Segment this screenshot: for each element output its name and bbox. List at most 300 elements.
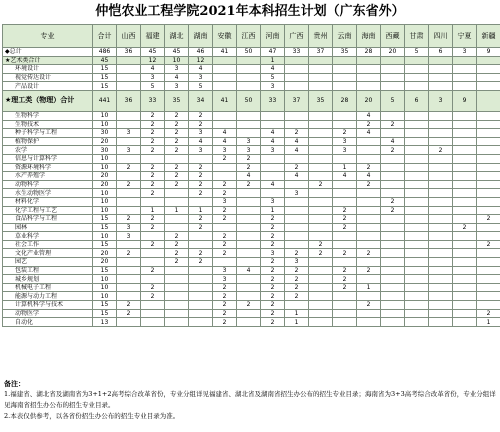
- quota-cell: 1: [261, 56, 285, 65]
- column-header: 福建: [141, 25, 165, 48]
- quota-cell: [429, 197, 453, 206]
- quota-cell: [477, 120, 500, 129]
- quota-cell: [453, 301, 477, 310]
- table-header-row: [3, 25, 500, 48]
- quota-cell: [453, 82, 477, 91]
- quota-cell: 50: [237, 48, 261, 57]
- quota-cell: 2: [333, 283, 357, 292]
- quota-cell: 20: [93, 172, 117, 181]
- quota-cell: 2: [141, 111, 165, 120]
- quota-cell: 2: [261, 258, 285, 267]
- quota-cell: [237, 215, 261, 224]
- quota-cell: [285, 240, 309, 249]
- quota-cell: 9: [453, 90, 477, 111]
- quota-cell: 2: [357, 120, 381, 129]
- quota-cell: 2: [189, 172, 213, 181]
- quota-cell: 2: [357, 301, 381, 310]
- quota-cell: 2: [213, 206, 237, 215]
- table-row: [3, 197, 500, 206]
- quota-cell: 2: [189, 258, 213, 267]
- quota-cell: 2: [213, 309, 237, 318]
- column-header: 西藏: [381, 25, 405, 48]
- quota-cell: [189, 240, 213, 249]
- quota-cell: 37: [285, 90, 309, 111]
- quota-cell: [309, 111, 333, 120]
- major-name-cell: 园林: [3, 223, 93, 232]
- quota-cell: [333, 301, 357, 310]
- quota-cell: 3: [333, 137, 357, 146]
- quota-cell: [309, 232, 333, 241]
- quota-cell: [453, 120, 477, 129]
- major-name-cell: 产品设计: [3, 82, 93, 91]
- quota-cell: [165, 301, 189, 310]
- column-header: 云南: [333, 25, 357, 48]
- quota-cell: 2: [261, 283, 285, 292]
- quota-cell: [477, 172, 500, 181]
- quota-cell: [237, 275, 261, 284]
- quota-cell: [453, 232, 477, 241]
- quota-cell: 4: [357, 172, 381, 181]
- quota-cell: [477, 189, 500, 198]
- quota-cell: [261, 163, 285, 172]
- quota-cell: [213, 65, 237, 74]
- quota-cell: [381, 189, 405, 198]
- quota-cell: [333, 318, 357, 327]
- table-row: [3, 90, 500, 111]
- quota-cell: [117, 275, 141, 284]
- quota-cell: 2: [165, 180, 189, 189]
- quota-cell: [237, 82, 261, 91]
- quota-cell: [405, 146, 429, 155]
- quota-cell: 36: [117, 48, 141, 57]
- quota-cell: [429, 292, 453, 301]
- quota-cell: [405, 73, 429, 82]
- quota-cell: 2: [165, 258, 189, 267]
- quota-cell: [309, 223, 333, 232]
- quota-cell: [477, 56, 500, 65]
- quota-cell: [453, 189, 477, 198]
- quota-cell: [189, 309, 213, 318]
- quota-cell: [189, 292, 213, 301]
- quota-cell: [405, 215, 429, 224]
- quota-cell: [381, 154, 405, 163]
- quota-cell: [405, 120, 429, 129]
- table-row: [3, 249, 500, 258]
- quota-cell: 10: [93, 283, 117, 292]
- quota-cell: [237, 240, 261, 249]
- quota-cell: [237, 292, 261, 301]
- quota-cell: [117, 258, 141, 267]
- quota-cell: 441: [93, 90, 117, 111]
- quota-cell: 1: [357, 283, 381, 292]
- quota-cell: [309, 283, 333, 292]
- quota-cell: 10: [93, 120, 117, 129]
- quota-cell: [117, 120, 141, 129]
- quota-cell: 2: [213, 215, 237, 224]
- quota-cell: [477, 223, 500, 232]
- quota-cell: 15: [93, 73, 117, 82]
- quota-cell: 2: [357, 180, 381, 189]
- table-row: [3, 137, 500, 146]
- quota-cell: [357, 73, 381, 82]
- quota-cell: [405, 318, 429, 327]
- column-header: 专业: [3, 25, 93, 48]
- quota-cell: 45: [93, 56, 117, 65]
- quota-cell: [405, 301, 429, 310]
- quota-cell: 15: [93, 301, 117, 310]
- quota-cell: 3: [117, 129, 141, 138]
- quota-cell: [117, 292, 141, 301]
- quota-cell: [117, 197, 141, 206]
- quota-cell: [429, 111, 453, 120]
- table-row: [3, 111, 500, 120]
- quota-cell: [477, 82, 500, 91]
- quota-cell: [477, 180, 500, 189]
- quota-cell: [381, 318, 405, 327]
- major-name-cell: 农学: [3, 146, 93, 155]
- quota-cell: 35: [333, 48, 357, 57]
- quota-cell: 20: [93, 258, 117, 267]
- quota-cell: [309, 137, 333, 146]
- quota-cell: 10: [93, 163, 117, 172]
- quota-cell: 4: [381, 137, 405, 146]
- column-header: 湖南: [189, 25, 213, 48]
- major-name-cell: 能源与动力工程: [3, 292, 93, 301]
- quota-cell: [405, 292, 429, 301]
- major-name-cell: 信息与计算科学: [3, 154, 93, 163]
- quota-cell: [333, 111, 357, 120]
- quota-cell: [189, 197, 213, 206]
- quota-cell: [285, 65, 309, 74]
- quota-cell: 4: [189, 137, 213, 146]
- quota-cell: [165, 309, 189, 318]
- quota-cell: 2: [165, 163, 189, 172]
- quota-cell: [237, 309, 261, 318]
- quota-cell: [429, 65, 453, 74]
- quota-cell: [237, 111, 261, 120]
- quota-cell: [453, 163, 477, 172]
- quota-cell: 2: [261, 309, 285, 318]
- quota-cell: 20: [381, 48, 405, 57]
- quota-cell: [117, 240, 141, 249]
- quota-cell: [213, 82, 237, 91]
- quota-cell: [309, 172, 333, 181]
- quota-cell: [333, 197, 357, 206]
- quota-cell: 2: [117, 309, 141, 318]
- quota-cell: 15: [93, 215, 117, 224]
- quota-cell: 1: [285, 318, 309, 327]
- quota-cell: [285, 180, 309, 189]
- column-header: 合计: [93, 25, 117, 48]
- major-name-cell: 材料化学: [3, 197, 93, 206]
- enrollment-plan-table: [2, 24, 500, 327]
- quota-cell: [333, 232, 357, 241]
- quota-cell: [285, 197, 309, 206]
- quota-cell: [309, 275, 333, 284]
- quota-cell: [381, 240, 405, 249]
- quota-cell: [333, 120, 357, 129]
- quota-cell: [333, 292, 357, 301]
- quota-cell: 2: [141, 137, 165, 146]
- quota-cell: [477, 266, 500, 275]
- quota-cell: 2: [189, 189, 213, 198]
- quota-cell: [285, 120, 309, 129]
- quota-cell: 45: [141, 48, 165, 57]
- quota-cell: 20: [93, 137, 117, 146]
- quota-cell: 2: [237, 301, 261, 310]
- major-name-cell: 化学工程与工艺: [3, 206, 93, 215]
- quota-cell: [213, 223, 237, 232]
- quota-cell: 3: [165, 82, 189, 91]
- quota-cell: [429, 266, 453, 275]
- major-name-cell: 水生动物医学: [3, 189, 93, 198]
- quota-cell: [381, 82, 405, 91]
- quota-cell: [453, 180, 477, 189]
- quota-cell: [453, 73, 477, 82]
- quota-cell: [165, 283, 189, 292]
- quota-cell: [453, 56, 477, 65]
- quota-cell: 2: [117, 163, 141, 172]
- quota-cell: 3: [237, 146, 261, 155]
- quota-cell: [477, 258, 500, 267]
- quota-cell: [477, 232, 500, 241]
- quota-cell: [429, 56, 453, 65]
- quota-cell: [357, 189, 381, 198]
- quota-cell: [333, 56, 357, 65]
- quota-cell: [237, 249, 261, 258]
- quota-cell: [261, 120, 285, 129]
- quota-cell: 3: [285, 189, 309, 198]
- quota-cell: [357, 137, 381, 146]
- quota-cell: 3: [189, 146, 213, 155]
- table-row: [3, 73, 500, 82]
- quota-cell: [357, 82, 381, 91]
- quota-cell: [141, 309, 165, 318]
- quota-cell: [477, 129, 500, 138]
- quota-cell: [405, 283, 429, 292]
- quota-cell: 10: [93, 292, 117, 301]
- table-body: [3, 25, 500, 327]
- quota-cell: [429, 129, 453, 138]
- quota-cell: 3: [189, 129, 213, 138]
- quota-cell: 10: [93, 197, 117, 206]
- major-name-cell: 生物技术: [3, 120, 93, 129]
- quota-cell: [117, 189, 141, 198]
- table-row: [3, 206, 500, 215]
- quota-cell: [477, 249, 500, 258]
- quota-cell: [357, 197, 381, 206]
- quota-cell: [165, 223, 189, 232]
- quota-cell: 3: [189, 73, 213, 82]
- table-row: [3, 275, 500, 284]
- major-name-cell: 计算机科学与技术: [3, 301, 93, 310]
- quota-cell: [453, 258, 477, 267]
- quota-cell: 4: [141, 65, 165, 74]
- quota-cell: [117, 73, 141, 82]
- quota-cell: 2: [333, 249, 357, 258]
- quota-cell: [429, 275, 453, 284]
- quota-cell: [213, 258, 237, 267]
- quota-cell: [165, 197, 189, 206]
- quota-cell: 10: [93, 154, 117, 163]
- quota-cell: [309, 189, 333, 198]
- table-row: [3, 163, 500, 172]
- major-name-cell: ★艺术类合计: [3, 56, 93, 65]
- quota-cell: 30: [93, 146, 117, 155]
- notes-heading: 备注：: [4, 379, 25, 388]
- quota-cell: 10: [93, 232, 117, 241]
- quota-cell: 2: [141, 120, 165, 129]
- quota-cell: 2: [261, 301, 285, 310]
- quota-cell: 2: [381, 120, 405, 129]
- quota-cell: 2: [141, 146, 165, 155]
- quota-cell: [141, 232, 165, 241]
- quota-cell: [333, 189, 357, 198]
- column-header: 河南: [261, 25, 285, 48]
- quota-cell: [189, 318, 213, 327]
- quota-cell: [213, 163, 237, 172]
- quota-cell: 2: [213, 249, 237, 258]
- table-row: [3, 215, 500, 224]
- quota-cell: 2: [189, 163, 213, 172]
- quota-cell: [477, 197, 500, 206]
- quota-cell: 2: [213, 301, 237, 310]
- column-header: 海南: [357, 25, 381, 48]
- quota-cell: [357, 318, 381, 327]
- quota-cell: 3: [213, 197, 237, 206]
- quota-cell: 46: [189, 48, 213, 57]
- quota-cell: [261, 111, 285, 120]
- quota-cell: [285, 82, 309, 91]
- quota-cell: 2: [285, 249, 309, 258]
- quota-cell: 2: [429, 146, 453, 155]
- quota-cell: 3: [285, 258, 309, 267]
- quota-cell: [405, 275, 429, 284]
- quota-cell: [165, 292, 189, 301]
- quota-cell: 1: [477, 318, 500, 327]
- quota-cell: [357, 206, 381, 215]
- quota-cell: 4: [357, 129, 381, 138]
- quota-cell: 2: [117, 215, 141, 224]
- quota-cell: 4: [261, 180, 285, 189]
- quota-cell: 2: [141, 240, 165, 249]
- quota-cell: [453, 206, 477, 215]
- quota-cell: 33: [141, 90, 165, 111]
- quota-cell: [477, 73, 500, 82]
- quota-cell: [405, 154, 429, 163]
- major-name-cell: 种子科学与工程: [3, 129, 93, 138]
- quota-cell: [213, 111, 237, 120]
- quota-cell: 5: [405, 48, 429, 57]
- quota-cell: 3: [117, 232, 141, 241]
- quota-cell: [309, 65, 333, 74]
- quota-cell: [477, 283, 500, 292]
- quota-cell: [429, 82, 453, 91]
- quota-cell: 2: [141, 180, 165, 189]
- quota-cell: 2: [261, 266, 285, 275]
- column-header: 新疆: [477, 25, 500, 48]
- table-row: [3, 301, 500, 310]
- quota-cell: 3: [333, 146, 357, 155]
- quota-cell: [165, 154, 189, 163]
- quota-cell: [333, 240, 357, 249]
- quota-cell: [429, 180, 453, 189]
- quota-cell: 2: [453, 223, 477, 232]
- quota-cell: [237, 189, 261, 198]
- quota-cell: [357, 232, 381, 241]
- quota-cell: 4: [213, 129, 237, 138]
- quota-cell: [141, 197, 165, 206]
- quota-cell: [381, 111, 405, 120]
- quota-cell: 41: [213, 90, 237, 111]
- quota-cell: 2: [477, 215, 500, 224]
- major-name-cell: 自动化: [3, 318, 93, 327]
- quota-cell: [189, 275, 213, 284]
- quota-cell: [405, 206, 429, 215]
- major-name-cell: 视觉传达设计: [3, 73, 93, 82]
- quota-cell: [381, 275, 405, 284]
- quota-cell: [453, 215, 477, 224]
- quota-cell: [213, 120, 237, 129]
- quota-cell: [429, 137, 453, 146]
- quota-cell: 4: [165, 73, 189, 82]
- column-header: 四川: [429, 25, 453, 48]
- quota-cell: 2: [165, 232, 189, 241]
- quota-cell: 3: [213, 146, 237, 155]
- quota-cell: [405, 172, 429, 181]
- quota-cell: [309, 197, 333, 206]
- quota-cell: [405, 180, 429, 189]
- quota-cell: [309, 301, 333, 310]
- page-title: 仲恺农业工程学院2021年本科招生计划（广东省外）: [95, 4, 405, 19]
- quota-cell: [429, 232, 453, 241]
- major-name-cell: 包装工程: [3, 266, 93, 275]
- quota-cell: [285, 206, 309, 215]
- quota-cell: 34: [189, 90, 213, 111]
- quota-cell: 12: [141, 56, 165, 65]
- table-row: [3, 82, 500, 91]
- table-row: [3, 240, 500, 249]
- quota-cell: 3: [261, 249, 285, 258]
- quota-cell: [477, 163, 500, 172]
- quota-cell: [333, 82, 357, 91]
- quota-cell: 2: [117, 301, 141, 310]
- quota-cell: [141, 318, 165, 327]
- quota-cell: 2: [141, 189, 165, 198]
- quota-cell: [285, 232, 309, 241]
- quota-cell: [357, 309, 381, 318]
- quota-cell: [237, 129, 261, 138]
- quota-cell: [333, 180, 357, 189]
- quota-cell: [429, 223, 453, 232]
- quota-cell: [453, 309, 477, 318]
- quota-cell: [285, 223, 309, 232]
- quota-cell: [333, 309, 357, 318]
- quota-cell: 2: [189, 249, 213, 258]
- quota-cell: 2: [285, 292, 309, 301]
- quota-cell: 1: [333, 163, 357, 172]
- column-header: 湖北: [165, 25, 189, 48]
- major-name-cell: 动物科学: [3, 180, 93, 189]
- quota-cell: [381, 180, 405, 189]
- quota-cell: [429, 301, 453, 310]
- quota-cell: 4: [261, 137, 285, 146]
- quota-cell: 2: [357, 249, 381, 258]
- quota-cell: [333, 154, 357, 163]
- major-name-cell: 植物保护: [3, 137, 93, 146]
- quota-cell: [405, 240, 429, 249]
- quota-cell: 5: [261, 73, 285, 82]
